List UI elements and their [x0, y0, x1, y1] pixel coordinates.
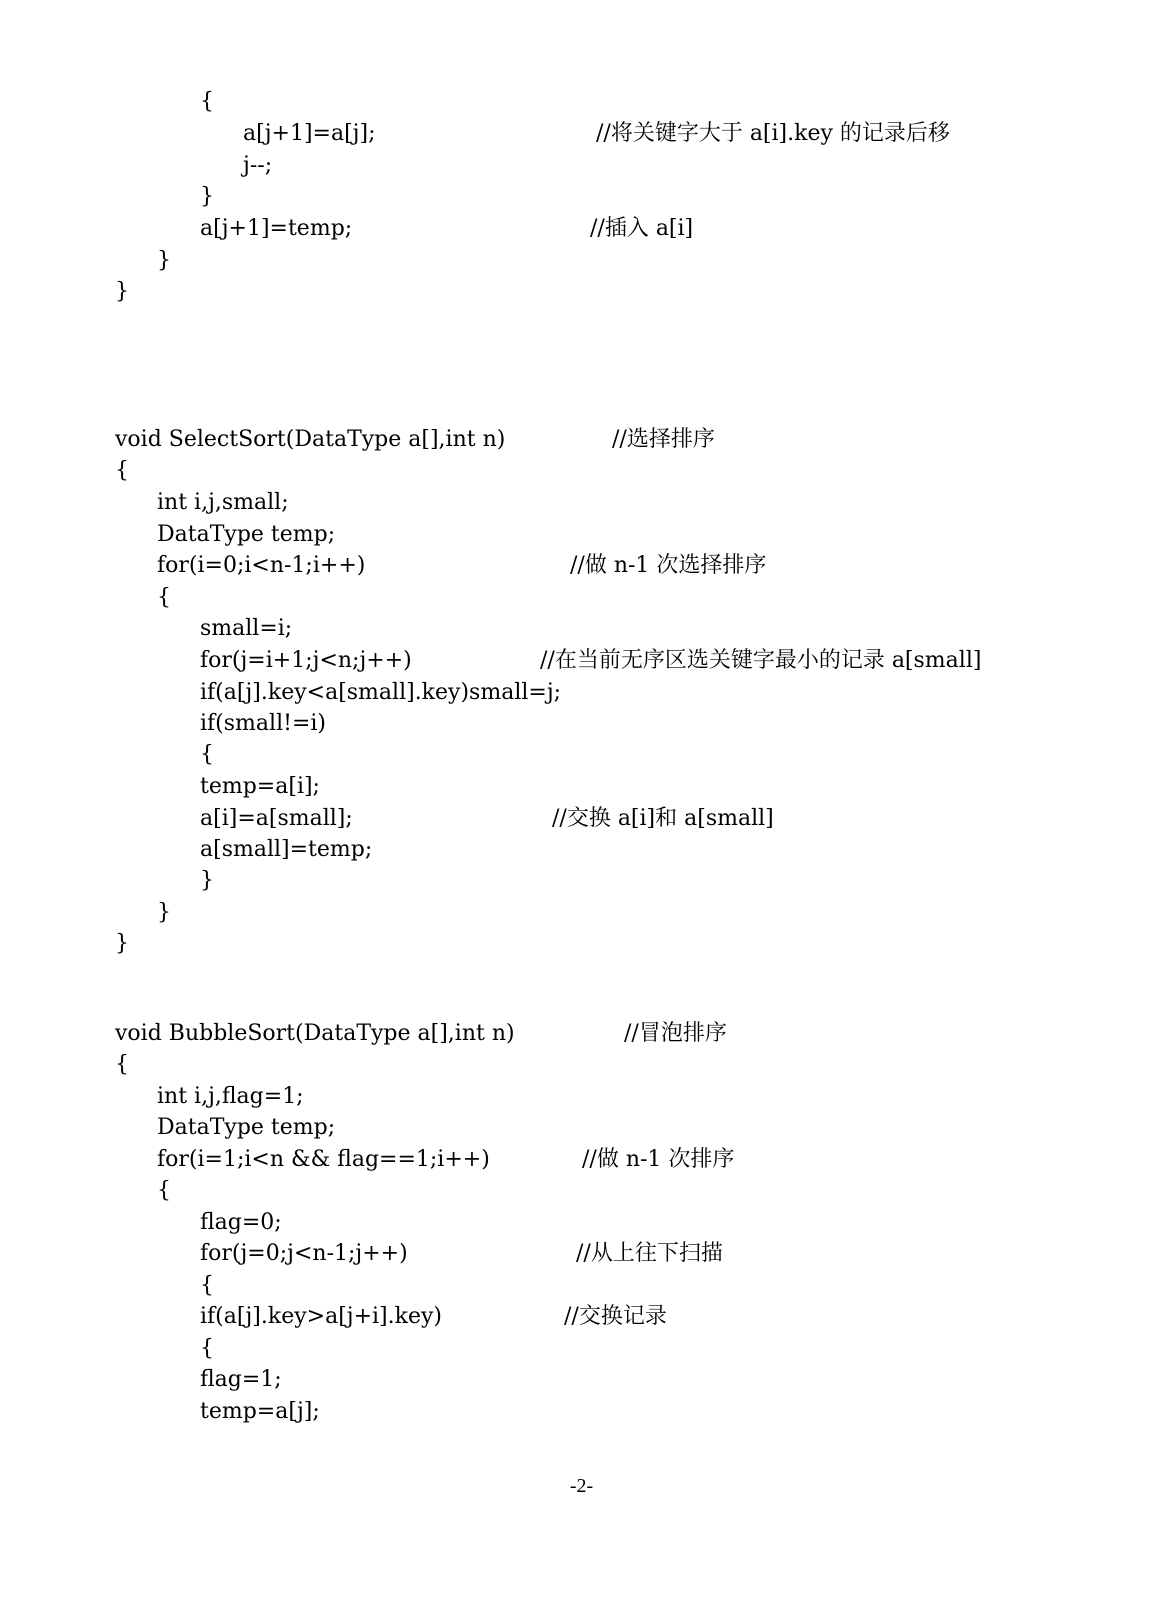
- code-text: j--;: [243, 153, 273, 178]
- code-text: temp=a[i];: [200, 774, 320, 799]
- code-text: if(a[j].key<a[small].key)small=j;: [200, 680, 562, 705]
- code-line: [0, 550, 1163, 581]
- code-text: {: [157, 585, 171, 610]
- code-comment: //做 n-1 次选择排序: [570, 553, 767, 578]
- code-text: DataType temp;: [157, 522, 336, 547]
- code-text: {: [200, 1336, 214, 1361]
- code-comment: //在当前无序区选关键字最小的记录 a[small]: [540, 648, 982, 673]
- code-line: [0, 213, 1163, 244]
- code-line: [0, 771, 1163, 802]
- code-line: [0, 1207, 1163, 1238]
- code-line: [0, 928, 1163, 959]
- code-text: }: [115, 931, 129, 956]
- code-line: [0, 276, 1163, 307]
- code-line: [0, 645, 1163, 676]
- code-line: [0, 677, 1163, 708]
- code-line: [0, 455, 1163, 486]
- code-comment: //冒泡排序: [624, 1021, 727, 1046]
- code-line: [0, 1238, 1163, 1269]
- code-line: [0, 739, 1163, 770]
- code-text: flag=0;: [200, 1210, 282, 1235]
- code-line: [0, 865, 1163, 896]
- code-line: [0, 1333, 1163, 1364]
- code-text: }: [115, 279, 129, 304]
- code-text: }: [157, 900, 171, 925]
- code-line: [0, 1112, 1163, 1143]
- code-text: {: [115, 1052, 129, 1077]
- code-text: int i,j,small;: [157, 490, 289, 515]
- code-line: [0, 519, 1163, 550]
- code-line: [0, 897, 1163, 928]
- code-text: a[small]=temp;: [200, 837, 373, 862]
- code-text: {: [115, 458, 129, 483]
- code-comment: //交换 a[i]和 a[small]: [552, 806, 774, 831]
- code-text: a[i]=a[small];: [200, 806, 353, 831]
- code-line: [0, 150, 1163, 181]
- code-text: small=i;: [200, 616, 293, 641]
- code-text: DataType temp;: [157, 1115, 336, 1140]
- code-line: [0, 708, 1163, 739]
- code-line: [0, 1301, 1163, 1332]
- code-text: for(j=i+1;j<n;j++): [200, 648, 412, 673]
- code-text: for(i=0;i<n-1;i++): [157, 553, 366, 578]
- code-line: [0, 424, 1163, 455]
- code-line: [0, 1175, 1163, 1206]
- code-comment: //做 n-1 次排序: [582, 1147, 735, 1172]
- code-text: if(small!=i): [200, 711, 326, 736]
- code-line: [0, 86, 1163, 117]
- code-line: [0, 1396, 1163, 1427]
- code-line: [0, 1049, 1163, 1080]
- code-text: {: [200, 89, 214, 114]
- code-text: }: [200, 868, 214, 893]
- code-text: temp=a[j];: [200, 1399, 320, 1424]
- code-text: for(j=0;j<n-1;j++): [200, 1241, 408, 1266]
- code-line: [0, 1364, 1163, 1395]
- code-text: {: [157, 1178, 171, 1203]
- code-line: [0, 803, 1163, 834]
- code-line: [0, 613, 1163, 644]
- code-text: int i,j,flag=1;: [157, 1084, 304, 1109]
- code-text: for(i=1;i<n && flag==1;i++): [157, 1147, 490, 1172]
- code-text: }: [157, 248, 171, 273]
- code-line: [0, 582, 1163, 613]
- code-comment: //将关键字大于 a[i].key 的记录后移: [596, 121, 950, 146]
- code-comment: //交换记录: [564, 1304, 667, 1329]
- code-line: [0, 181, 1163, 212]
- code-comment: //从上往下扫描: [576, 1241, 723, 1266]
- function-signature: void SelectSort(DataType a[],int n): [115, 427, 506, 452]
- code-line: [0, 487, 1163, 518]
- code-text: if(a[j].key>a[j+i].key): [200, 1304, 442, 1329]
- function-signature: void BubbleSort(DataType a[],int n): [115, 1021, 515, 1046]
- page-number: -2-: [569, 1475, 594, 1497]
- code-line: [0, 1270, 1163, 1301]
- code-line: [0, 1081, 1163, 1112]
- code-text: }: [200, 184, 214, 209]
- code-line: [0, 245, 1163, 276]
- code-text: {: [200, 1273, 214, 1298]
- code-line: [0, 834, 1163, 865]
- code-text: flag=1;: [200, 1367, 282, 1392]
- code-text: a[j+1]=temp;: [200, 216, 353, 241]
- code-comment: //插入 a[i]: [590, 216, 694, 241]
- code-line: [0, 1144, 1163, 1175]
- code-text: a[j+1]=a[j];: [243, 121, 376, 146]
- code-comment: //选择排序: [612, 427, 715, 452]
- code-line: [0, 1018, 1163, 1049]
- code-line: [0, 118, 1163, 149]
- code-text: {: [200, 742, 214, 767]
